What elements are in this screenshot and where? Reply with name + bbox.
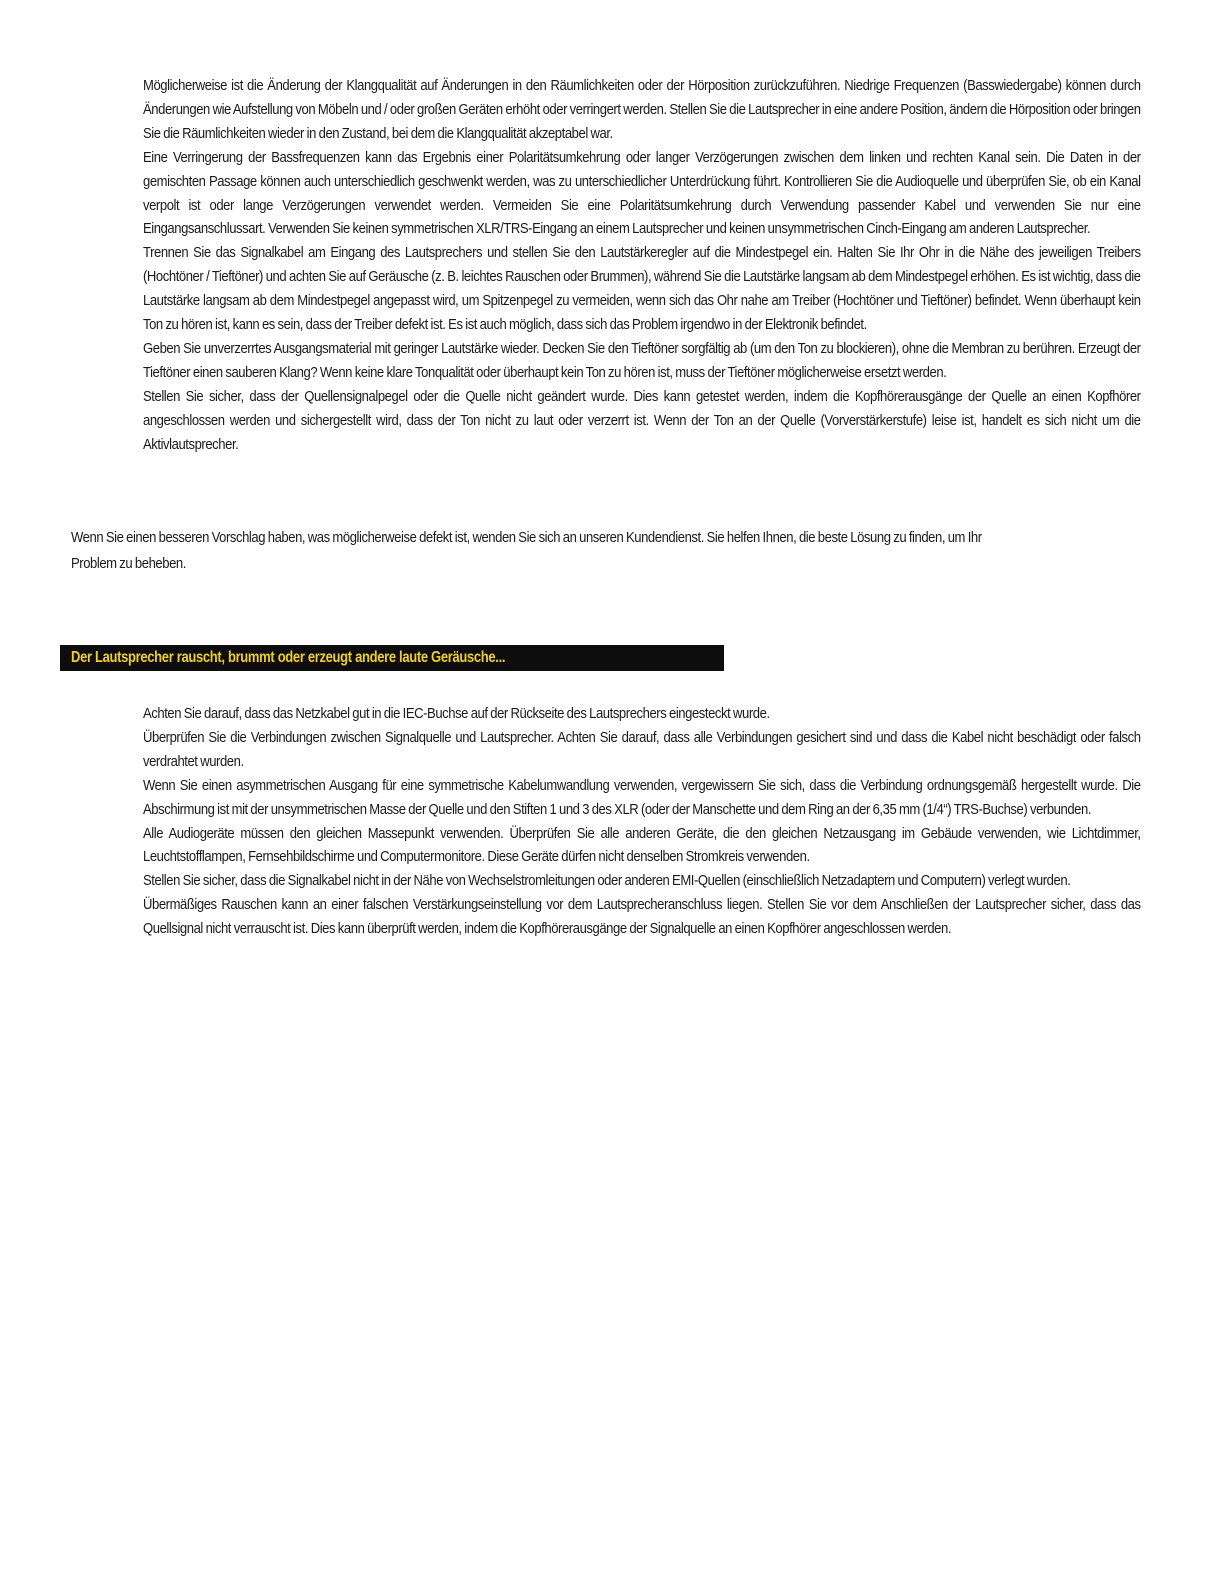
closing-paragraph	[71, 525, 1103, 577]
paragraph-driver-test: Trennen Sie das Signalkabel am Eingang des Lautsprechers und stellen Sie den Lautstärkeregler auf die Mindestpegel ein. Halten Sie Ihr Ohr in die Nähe des jeweiligen Treibers (Hochtöner / Tieftöner) und achten Sie auf Geräusche (z. B. leichtes Rauschen oder Brummen), während Sie die Lautstärke langsam ab dem Mindestpegel erhöhen. Es ist wichtig, dass die Lautstärke langsam ab dem Mindestpegel angepasst wird, um Spitzenpegel zu vermeiden, wenn sich das Ohr nahe am Treiber (Hochtöner und Tieftöner) befindet. Wenn überhaupt kein Ton zu hören ist, kann es sein, dass der Treiber defekt ist. Es ist auch möglich, dass sich das Problem irgendwo in der Elektronik befindet.	[143, 244, 1141, 334]
paragraph-room-changes: Möglicherweise ist die Änderung der Klangqualität auf Änderungen in den Räumlichkeiten oder der Hörposition zurückzuführen. Niedrige Frequenzen (Basswiedergabe) können durch Änderungen wie Aufstellung von Möbeln und / oder großen Geräten erhöht oder verringert werden. Stellen Sie die Lautsprecher in eine andere Position, ändern die Hörposition oder bringen Sie die Räumlichkeiten wieder in den Zustand, bei dem die Klangqualität akzeptabel war.	[143, 77, 1141, 142]
closing-line-2: Problem zu beheben.	[71, 555, 186, 572]
paragraph-power-cable: Achten Sie darauf, dass das Netzkabel gut in die IEC-Buchse auf der Rückseite des Lautsprechers eingesteckt wurde.	[143, 705, 770, 722]
paragraph-ground-point: Alle Audiogeräte müssen den gleichen Massepunkt verwenden. Überprüfen Sie alle anderen Geräte, die den gleichen Netzausgang im Gebäude verwenden, wie Lichtdimmer, Leuchtstofflampen, Fernsehbildschirme und Computermonitore. Diese Geräte dürfen nicht denselben Stromkreis verwenden.	[143, 824, 1141, 866]
troubleshooting-list-sound-quality	[143, 74, 1141, 457]
paragraph-balanced-conversion: Wenn Sie einen asymmetrischen Ausgang für eine symmetrische Kabelumwandlung verwenden, vergewissern Sie sich, dass die Verbindung ordnungsgemäß hergestellt wurde. Die Abschirmung ist mit der unsymmetrischen Masse der Quelle und den Stiften 1 und 3 des XLR (oder der Manschette und dem Ring an der 6,35 mm (1/4“) TRS-Buchse) verbunden.	[143, 776, 1141, 818]
paragraph-gain-setting: Übermäßiges Rauschen kann an einer falschen Verstärkungseinstellung vor dem Lautsprecheranschluss liegen. Stellen Sie vor dem Anschließen der Lautsprecher sicher, dass das Quellsignal nicht verrauscht ist. Dies kann überprüft werden, indem die Kopfhörerausgänge der Signalquelle an einen Kopfhörer angeschlossen werden.	[143, 896, 1141, 938]
paragraph-emi-sources: Stellen Sie sicher, dass die Signalkabel nicht in der Nähe von Wechselstromleitungen oder anderen EMI-Quellen (einschließlich Netzadaptern und Computern) verlegt wurden.	[143, 872, 1071, 890]
paragraph-bass-polarity: Eine Verringerung der Bassfrequenzen kann das Ergebnis einer Polaritätsumkehrung oder langer Verzögerungen zwischen dem linken und rechten Kanal sein. Die Daten in der gemischten Passage können auch unterschiedlich geschwenkt werden, was zu unterschiedlicher Unterdrückung führt. Kontrollieren Sie die Audioquelle und überprüfen Sie, ob ein Kanal verpolt ist oder lange Verzögerungen verwendet werden. Vermeiden Sie eine Polaritätsumkehrung durch Verwendung passender Kabel und verwenden Sie nur eine Eingangsanschlussart. Verwenden Sie keinen symmetrischen XLR/TRS-Eingang an einem Lautsprecher und keinen unsymmetrischen Cinch-Eingang am anderen Lautsprecher.	[143, 148, 1141, 238]
paragraph-connections: Überprüfen Sie die Verbindungen zwischen Signalquelle und Lautsprecher. Achten Sie darauf, dass alle Verbindungen gesichert sind und dass die Kabel nicht beschädigt oder falsch verdrahtet wurden.	[143, 728, 1141, 770]
paragraph-source-level: Stellen Sie sicher, dass der Quellensignalpegel oder die Quelle nicht geändert wurde. Dies kann getestet werden, indem die Kopfhörerausgänge der Quelle an einen Kopfhörer angeschlossen werden und sichergestellt wird, dass der Ton nicht zu laut oder verzerrt ist. Wenn der Ton an der Quelle (Vorverstärkerstufe) leise ist, handelt es sich nicht um die Aktivlautsprecher.	[143, 387, 1141, 453]
paragraph-woofer-test: Geben Sie unverzerrtes Ausgangsmaterial mit geringer Lautstärke wieder. Decken Sie den Tieftöner sorgfältig ab (um den Ton zu blockieren), ohne die Membran zu berühren. Erzeugt der Tieftöner einen sauberen Klang? Wenn keine klare Tonqualität oder überhaupt kein Ton zu hören ist, muss der Tieftöner möglicherweise ersetzt werden.	[143, 339, 1141, 381]
section-heading-bar	[60, 645, 724, 671]
closing-line-1: Wenn Sie einen besseren Vorschlag haben, was möglicherweise defekt ist, wenden Sie sich an unseren Kundendienst. Sie helfen Ihnen, die beste Lösung zu finden, um Ihr	[71, 529, 982, 546]
troubleshooting-list-noise	[143, 702, 1141, 941]
section-heading: Der Lautsprecher rauscht, brummt oder erzeugt andere laute Geräusche...	[71, 649, 506, 666]
